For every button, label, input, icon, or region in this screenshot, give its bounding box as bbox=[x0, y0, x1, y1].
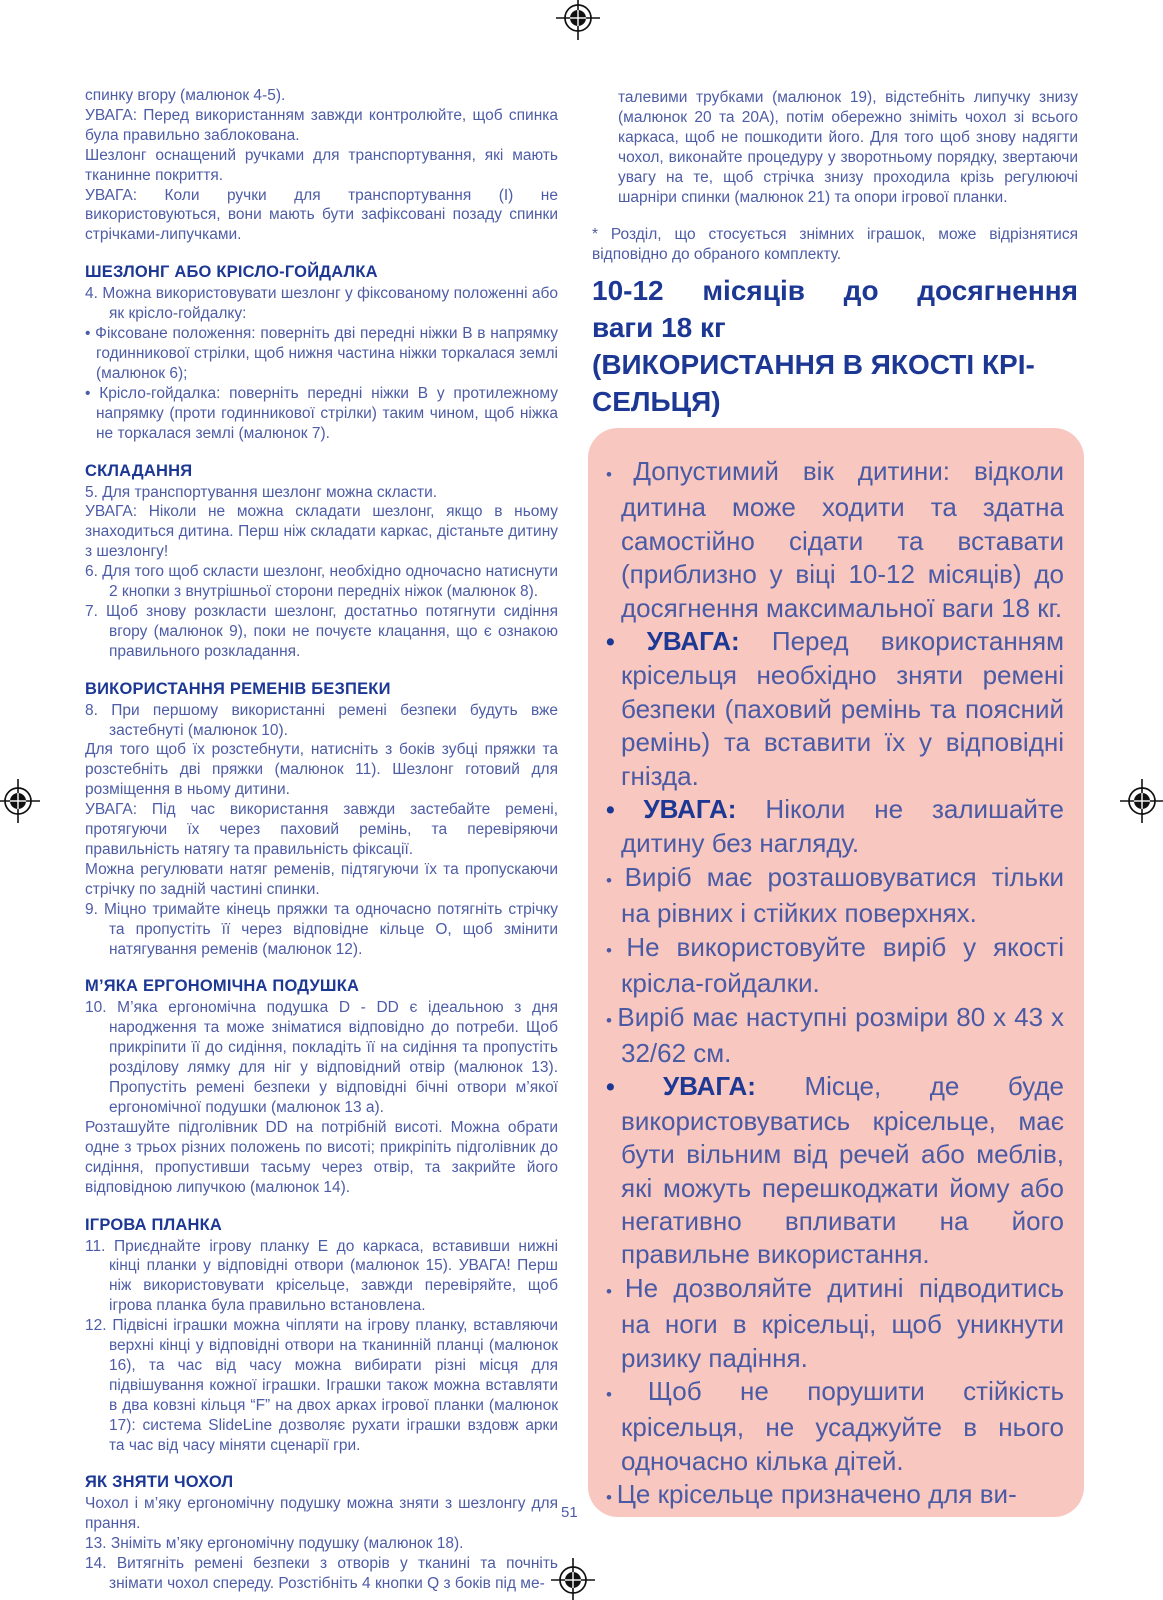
item-number: 11. bbox=[85, 1237, 114, 1255]
warning-item: • Не використовуйте виріб у якості крісла-гойдалки. bbox=[606, 931, 1064, 999]
right-text-column bbox=[592, 88, 1078, 265]
paragraph: 14. Витягніть ремені безпеки з отворів у тканині та почніть знімати чохол спереду. Розстібніть 4 кнопки Q з боків під ме- bbox=[85, 1555, 558, 1593]
section-title-line: 10-12 місяців до досягнення bbox=[592, 275, 1078, 306]
left-text-column bbox=[85, 86, 558, 1594]
registration-mark-icon bbox=[1118, 777, 1163, 825]
section-heading: М’ЯКА ЕРГОНОМІЧНА ПОДУШКА bbox=[85, 977, 360, 996]
item-number: 10. bbox=[85, 999, 118, 1017]
warning-item: • Щоб не порушити стійкість крісельця, не усаджуйте в нього одночасно кілька дітей. bbox=[606, 1375, 1064, 1476]
warning-lead: УВАГА: bbox=[646, 626, 772, 657]
paragraph: спинку вгору (малюнок 4-5). bbox=[85, 87, 286, 104]
paragraph: Для того щоб їх розстебнути, натисніть з боків зубці пряжки та розстебніть дві пряжки (малюнок 11). Шезлонг готовий для розміщення в ньому дитини. bbox=[85, 741, 558, 799]
item-number: 7. bbox=[85, 602, 106, 620]
item-number: 8. bbox=[85, 701, 112, 719]
bullet-marker: • bbox=[85, 384, 100, 402]
paragraph: 10. М’яка ергономічна подушка D - DD є ідеальною з дня народження та може зніматися відповідно до потреби. Щоб прикріпити її до сидіння, покладіть її на сидіння та пропустіть розділову лямку для ніг у відповідний отвір (малюнок 13). Пропустіть ремені безпеки у відповідні бічні отвори м’якої ергономічної подушки (малюнок 13 a). bbox=[85, 999, 558, 1116]
warning-item: • УВАГА: Ніколи не залишайте дитину без нагляду. bbox=[606, 794, 1064, 859]
paragraph: 12. Підвісні іграшки можна чіпляти на ігрову планку, вставляючи верхні кінці у відповідні отвори на тканинній планці (малюнок 16), та час від часу можна вибирати різні місця для підвішування кожної іграшки. Іграшки також можна вставляти в два ковзні кільця “F” на двох арках ігрової планки (малюнок 17): система SlideLine дозволяє рухати іграшки вздовж арки та час від часу міняти сценарії гри. bbox=[85, 1317, 558, 1454]
paragraph: 11. Приєднайте ігрову планку E до каркаса, вставивши нижні кінці планки у відповідні отвори (малюнок 15). УВАГА! Перш ніж використовувати крісельце, завжди перевіряйте, щоб ігрова планка була правильно встановлена. bbox=[85, 1237, 559, 1315]
paragraph: Шезлонг оснащений ручками для транспортування, які мають тканинне покриття. bbox=[85, 146, 558, 184]
registration-mark-icon bbox=[0, 777, 42, 825]
paragraph: Можна регулювати натяг ременів, підтягуючи їх та пропускаючи стрічку по задній частині спинки. bbox=[85, 860, 558, 898]
paragraph: УВАГА: Ніколи не можна складати шезлонг, якщо в ньому знаходиться дитина. Перш ніж складати каркас, дістаньте дитину з шезлонгу! bbox=[85, 503, 558, 561]
item-number: 12. bbox=[85, 1317, 113, 1335]
paragraph: * Розділ, що стосується знімних іграшок, може відрізнятися відповідно до обраного комплекту. bbox=[592, 226, 1078, 264]
section-heading: ЯК ЗНЯТИ ЧОХОЛ bbox=[85, 1473, 234, 1492]
warning-item: • Допустимий вік дитини: відколи дитина може ходити та здатна самостійно сідати та вставати (приблизно у віці 10-12 місяців) до досягнення максимальної ваги 18 кг. bbox=[606, 456, 1064, 623]
warning-box bbox=[588, 428, 1084, 1517]
item-number: 6. bbox=[85, 563, 103, 581]
bullet-marker: • bbox=[606, 940, 627, 960]
warning-lead: УВАГА: bbox=[663, 1071, 805, 1102]
registration-mark-icon bbox=[554, 0, 602, 42]
section-heading: ВИКОРИСТАННЯ РЕМЕНІВ БЕЗПЕКИ bbox=[85, 679, 391, 698]
item-number: 5. bbox=[85, 483, 103, 501]
paragraph: 4. Можна використовувати шезлонг у фіксованому положенні або як крісло-гойдалку: bbox=[85, 285, 558, 323]
paragraph: Розташуйте підголівник DD на потрібній висоті. Можна обрати одне з трьох різних положень по висоті; прикріпіть підголівник до сидіння, пропустивши тасьму через отвір, та закрийте його відповідною липучкою (малюнок 14). bbox=[85, 1118, 558, 1196]
paragraph: 6. Для того щоб скласти шезлонг, необхідно одночасно натиснути 2 кнопки з внутрішньої сторони передніх ніжок (малюнок 8). bbox=[85, 563, 558, 601]
warning-item: • Не дозволяйте дитині підводитись на ноги в крісельці, щоб уникнути ризику падіння. bbox=[606, 1272, 1064, 1373]
section-heading: СКЛАДАННЯ bbox=[85, 461, 193, 480]
warning-lead: УВАГА: bbox=[643, 794, 766, 825]
paragraph: талевими трубками (малюнок 19), відстебніть липучку знизу (малюнок 20 та 20A), потім обережно зніміть чохол зі всього каркаса, щоб не пошкодити його. Для того щоб знову надягти чохол, виконайте процедуру у зворотньому порядку, звертаючи увагу на те, щоб стрічка знизу проходила крізь регулюючі шарніри спинки (малюнок 21) та опори ігрової планки. bbox=[618, 89, 1078, 206]
paragraph: УВАГА: Під час використання завжди застебайте ремені, протягуючи їх через паховий ремінь, та перевіряючи правильність натягу та правильність фіксації. bbox=[85, 801, 558, 858]
paragraph: 9. Міцно тримайте кінець пряжки та одночасно потягніть стрічку та пропустіть її через відповідне кільце O, щоб змінити натягування ременів (малюнок 12). bbox=[85, 900, 559, 958]
paragraph: 5. Для транспортування шезлонг можна скласти. bbox=[85, 483, 438, 501]
section-title-line: ваги 18 кг bbox=[592, 312, 726, 343]
bullet-marker: • bbox=[606, 870, 625, 890]
bullet-marker: • bbox=[85, 325, 96, 343]
section-heading: ШЕЗЛОНГ АБО КРІСЛО-ГОЙДАЛКА bbox=[85, 263, 378, 282]
item-number: 4. bbox=[85, 285, 103, 303]
paragraph: 8. При першому використанні ремені безпеки будуть вже застебнуті (малюнок 10). bbox=[85, 701, 558, 739]
item-number: 9. bbox=[85, 900, 104, 918]
item-number: 14. bbox=[85, 1555, 117, 1573]
paragraph: • Крісло-гойдалка: поверніть передні ніжки B у протилежному напрямку (проти годинникової стрілки) таким чином, щоб ніжка не торкалася землі (малюнок 7). bbox=[85, 384, 559, 442]
bullet-marker: • bbox=[606, 1010, 618, 1030]
bullet-marker: • bbox=[606, 465, 634, 484]
paragraph: 7. Щоб знову розкласти шезлонг, достатньо потягнути сидіння вгору (малюнок 9), поки не почуєте клацання, що є ознакою правильного розкладання. bbox=[85, 602, 559, 660]
bullet-marker: • bbox=[606, 1488, 617, 1508]
section-title-line: (ВИКОРИСТАННЯ В ЯКОСТІ КРІ- bbox=[592, 349, 1035, 380]
bullet-marker: • bbox=[606, 1384, 648, 1404]
section-title-10-12-months bbox=[592, 272, 1078, 420]
warning-item: • УВАГА: Перед використанням крісельця необхідно зняти ремені безпеки (паховий ремінь та поясний ремінь) та вставити їх у відповідні гнізда. bbox=[606, 626, 1064, 791]
warning-item: • Виріб має розташовуватися тільки на рівних і стійких поверхнях. bbox=[606, 861, 1064, 929]
paragraph: 13. Зніміть м’яку ергономічну подушку (малюнок 18). bbox=[85, 1535, 464, 1553]
warning-item: • Виріб має наступні розміри 80 x 43 x 32/62 см. bbox=[606, 1001, 1064, 1068]
paragraph: • Фіксоване положення: поверніть дві передні ніжки B в напрямку годинникової стрілки, щоб нижня частина ніжки торкалася землі (малюнок 6); bbox=[85, 325, 558, 382]
bullet-marker: • bbox=[606, 1281, 625, 1301]
bullet-marker: • bbox=[606, 628, 647, 657]
page-number: 51 bbox=[561, 1504, 578, 1521]
warning-item: • УВАГА: Місце, де буде використовуватись крісельце, має бути вільним від речей або меблів, які можуть перешкоджати йому або негативно впливати на його правильне використання. bbox=[606, 1071, 1064, 1270]
item-number: 13. bbox=[85, 1535, 111, 1553]
bullet-marker: • bbox=[606, 796, 644, 825]
section-heading: ІГРОВА ПЛАНКА bbox=[85, 1215, 223, 1234]
paragraph: УВАГА: Коли ручки для транспортування (I) не використовуються, вони мають бути зафіксовані позаду спинки стрічками-липучками. bbox=[85, 186, 558, 244]
paragraph: Чохол і м’яку ергономічну подушку можна зняти з шезлонгу для прання. bbox=[85, 1495, 558, 1533]
bullet-marker: • bbox=[606, 1073, 663, 1102]
paragraph: УВАГА: Перед використанням завжди контролюйте, щоб спинка була правильно заблокована. bbox=[85, 106, 558, 144]
section-title-line: СЕЛЬЦЯ) bbox=[592, 386, 721, 417]
warning-item: • Це крісельце призначено для ви- bbox=[606, 1479, 1017, 1510]
